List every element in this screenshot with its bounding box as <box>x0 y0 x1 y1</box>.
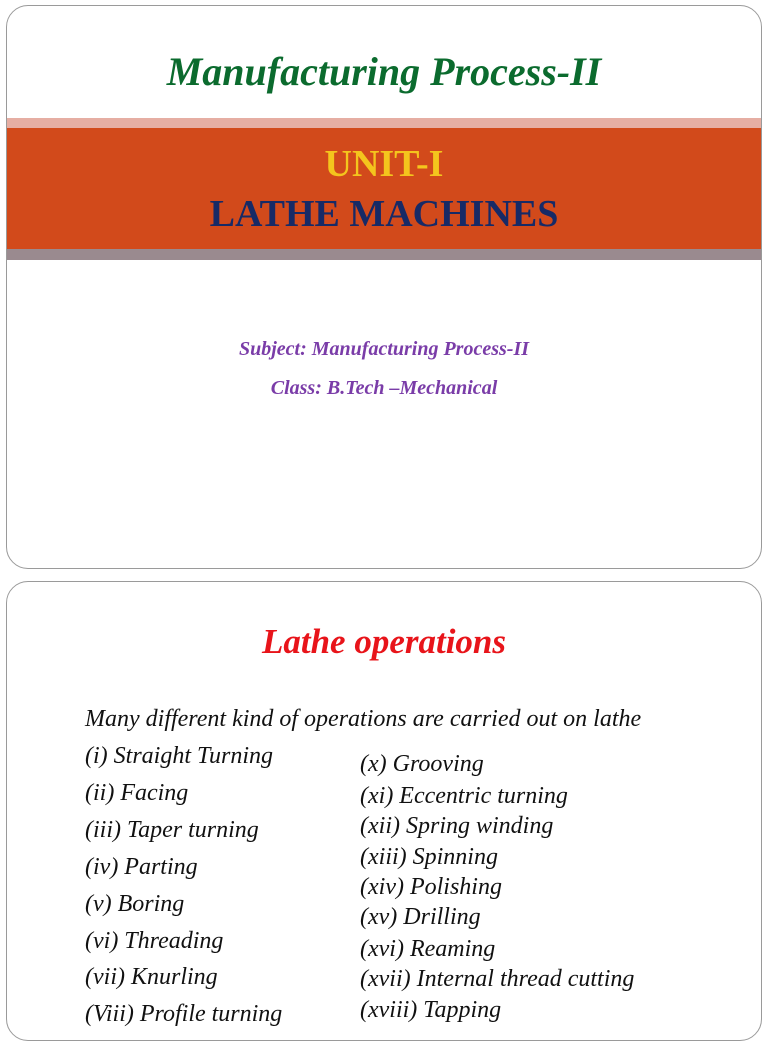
right-op-item: (x) Grooving <box>360 751 484 777</box>
left-op-item: (iv) Parting <box>85 854 198 880</box>
pink-accent-band <box>7 118 761 128</box>
course-title: Manufacturing Process-II <box>166 49 602 94</box>
left-op-item: (Viii) Profile turning <box>85 1001 283 1027</box>
operations-slide <box>6 581 762 1041</box>
left-op-item: (iii) Taper turning <box>85 817 259 843</box>
left-op-item: (ii) Facing <box>85 780 189 806</box>
subject-line: Subject: Manufacturing Process-II <box>238 338 530 360</box>
unit-heading: LATHE MACHINES <box>209 193 559 235</box>
right-op-item: (xv) Drilling <box>360 904 481 930</box>
right-op-item: (xii) Spring winding <box>360 813 554 839</box>
class-line: Class: B.Tech –Mechanical <box>270 377 498 399</box>
gray-accent-band <box>7 249 761 260</box>
operations-title: Lathe operations <box>261 622 507 661</box>
right-op-item: (xvii) Internal thread cutting <box>360 966 635 992</box>
left-op-item: (vii) Knurling <box>85 964 218 990</box>
right-op-item: (xiv) Polishing <box>360 874 502 900</box>
right-op-item: (xiii) Spinning <box>360 844 498 870</box>
left-op-item: (vi) Threading <box>85 928 224 954</box>
operations-intro: Many different kind of operations are carried out on lathe <box>85 706 642 732</box>
right-op-item: (xviii) Tapping <box>360 997 502 1023</box>
unit-label: UNIT-I <box>324 143 444 185</box>
left-op-item: (v) Boring <box>85 891 185 917</box>
right-op-item: (xi) Eccentric turning <box>360 783 568 809</box>
left-op-item: (i) Straight Turning <box>85 743 274 769</box>
title-slide <box>6 5 762 569</box>
right-op-item: (xvi) Reaming <box>360 936 496 962</box>
